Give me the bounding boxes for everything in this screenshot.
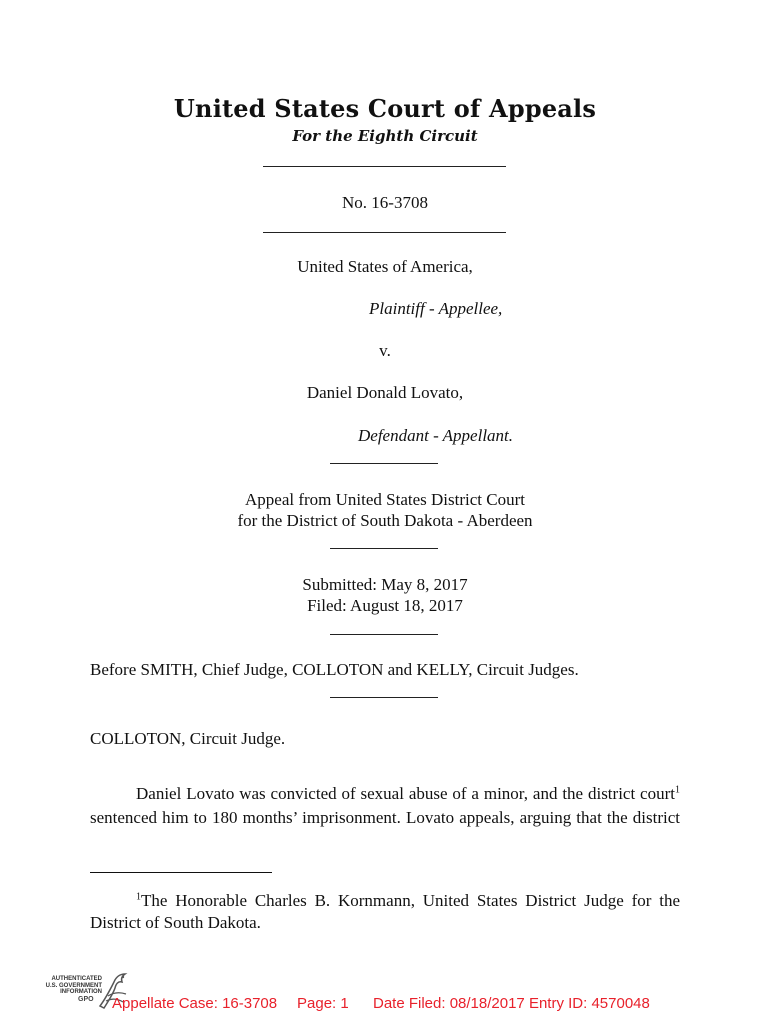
footer-date-entry: Date Filed: 08/18/2017 Entry ID: 4570048 — [373, 995, 650, 1012]
footer-page: Page: 1 — [297, 995, 349, 1012]
opinion-author: COLLOTON, Circuit Judge. — [90, 729, 286, 748]
plaintiff-name: United States of America, — [297, 257, 473, 276]
opinion-line-1-text: Daniel Lovato was convicted of sexual abuse of a minor, and the district court — [136, 784, 675, 803]
case-number: No. 16-3708 — [342, 193, 428, 212]
footnote-line-2: District of South Dakota. — [90, 913, 261, 932]
gpo-text-line: INFORMATION — [60, 989, 102, 995]
gpo-mark: GPO — [78, 996, 94, 1003]
filed-date: Filed: August 18, 2017 — [307, 596, 463, 615]
divider — [330, 634, 438, 635]
gpo-text-line: U.S. GOVERNMENT — [45, 982, 102, 989]
footnote-ref: 1 — [675, 784, 680, 796]
submitted-date: Submitted: May 8, 2017 — [302, 575, 468, 594]
court-title: United States Court of Appeals — [173, 94, 597, 123]
footnote-rule — [90, 872, 272, 873]
footnote-mark: 1 — [136, 891, 141, 903]
divider — [263, 232, 506, 233]
divider — [330, 463, 438, 464]
defendant-name: Daniel Donald Lovato, — [306, 383, 464, 402]
footnote-line-1-text: The Honorable Charles B. Kornmann, United States District Judge for the — [141, 891, 680, 910]
opinion-line-2: sentenced him to 180 months’ imprisonment. Lovato appeals, arguing that the district — [90, 808, 680, 827]
appeal-line-2: for the District of South Dakota - Aberdeen — [237, 511, 533, 530]
plaintiff-role: Plaintiff - Appellee, — [369, 299, 503, 318]
divider — [330, 548, 438, 549]
versus: v. — [379, 341, 391, 360]
appeal-line-1: Appeal from United States District Court — [245, 490, 525, 509]
divider — [263, 166, 506, 167]
defendant-role: Defendant - Appellant. — [358, 426, 514, 445]
footnote-line-1 — [136, 890, 680, 911]
circuit-subtitle: For the Eighth Circuit — [292, 127, 478, 145]
divider — [330, 697, 438, 698]
footer-case-number: Appellate Case: 16-3708 — [112, 995, 278, 1012]
gpo-text-line: AUTHENTICATED — [51, 976, 102, 982]
opinion-line-1 — [136, 783, 680, 804]
panel-line: Before SMITH, Chief Judge, COLLOTON and KELLY, Circuit Judges. — [90, 660, 579, 679]
